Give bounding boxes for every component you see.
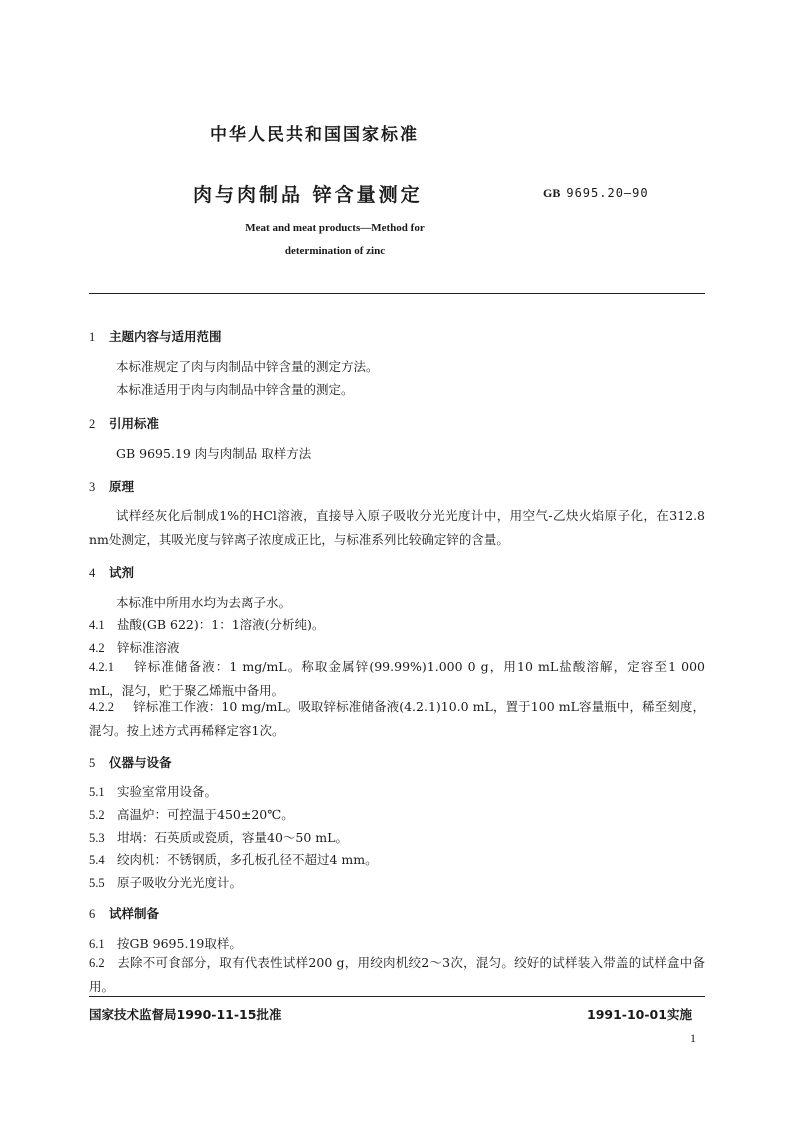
item-4-2: 4.2 锌标准溶液 (89, 640, 180, 655)
footer-divider (89, 996, 705, 997)
item-4-2-1: 4.2.1 锌标准储备液：1 mg/mL。称取金属锌(99.99%)1.000 0 g，用10 mL盐酸溶解，定容至1 000 mL，混匀，贮于聚乙烯瓶中备用。 (89, 659, 705, 698)
item-6-2: 6.2 去除不可食部分，取有代表性试样200 g，用绞肉机绞2～3次，混匀。绞好的试样装入带盖的试样盒中备用。 (89, 955, 705, 994)
section-6-heading: 6 试样制备 (89, 906, 160, 921)
document-title: 肉与肉制品 锌含量测定 (193, 184, 423, 206)
item-4-1: 4.1 盐酸(GB 622)：1：1溶液(分析纯)。 (89, 617, 325, 632)
standard-prefix: GB (543, 186, 561, 200)
item-5-3: 5.3 坩埚：石英质或瓷质，容量40～50 mL。 (89, 830, 348, 845)
item-5-5: 5.5 原子吸收分光光度计。 (89, 875, 243, 890)
section-4-heading: 4 试剂 (89, 565, 135, 580)
standard-number (543, 186, 649, 201)
national-standard-label: 中华人民共和国国家标准 (210, 125, 419, 145)
section-3-para: 试样经灰化后制成1%的HCl溶液，直接导入原子吸收分光光度计中，用空气-乙炔火焰原子化，在312.8 nm处测定，其吸光度与锌离子浓度成正比，与标准系列比较确定锌的含量。 (89, 508, 705, 547)
section-5-heading: 5 仪器与设备 (89, 755, 172, 770)
section-1-para-2: 本标准适用于肉与肉制品中锌含量的测定。 (116, 382, 354, 397)
item-5-2: 5.2 高温炉：可控温于450±20℃。 (89, 807, 294, 822)
referenced-standard: GB 9695.19 肉与肉制品 取样方法 (116, 446, 312, 461)
english-title-line1: Meat and meat products—Method for (245, 222, 425, 234)
item-5-1: 5.1 实验室常用设备。 (89, 784, 218, 799)
standard-code: 9695.20—90 (566, 186, 649, 200)
implementation-date: 1991-10-01实施 (587, 1007, 692, 1022)
item-5-4: 5.4 绞肉机：不锈钢质，多孔板孔径不超过4 mm。 (89, 852, 378, 867)
section-1-para-1: 本标准规定了肉与肉制品中锌含量的测定方法。 (116, 359, 379, 374)
item-6-1: 6.1 按GB 9695.19取样。 (89, 936, 242, 951)
section-4-para: 本标准中所用水均为去离子水。 (116, 595, 292, 610)
approval-date: 国家技术监督局1990-11-15批准 (89, 1007, 282, 1022)
page-number: 1 (690, 1031, 696, 1045)
section-1-heading: 1 主题内容与适用范围 (89, 329, 222, 344)
english-title-line2: determination of zinc (284, 245, 386, 257)
section-2-heading: 2 引用标准 (89, 416, 160, 431)
item-4-2-2: 4.2.2 锌标准工作液：10 mg/mL。吸取锌标准储备液(4.2.1)10.0 mL，置于100 mL容量瓶中，稀至刻度，混匀。按上述方式再稀释定容1次。 (89, 699, 705, 738)
header-divider (89, 293, 705, 294)
section-3-heading: 3 原理 (89, 479, 135, 494)
